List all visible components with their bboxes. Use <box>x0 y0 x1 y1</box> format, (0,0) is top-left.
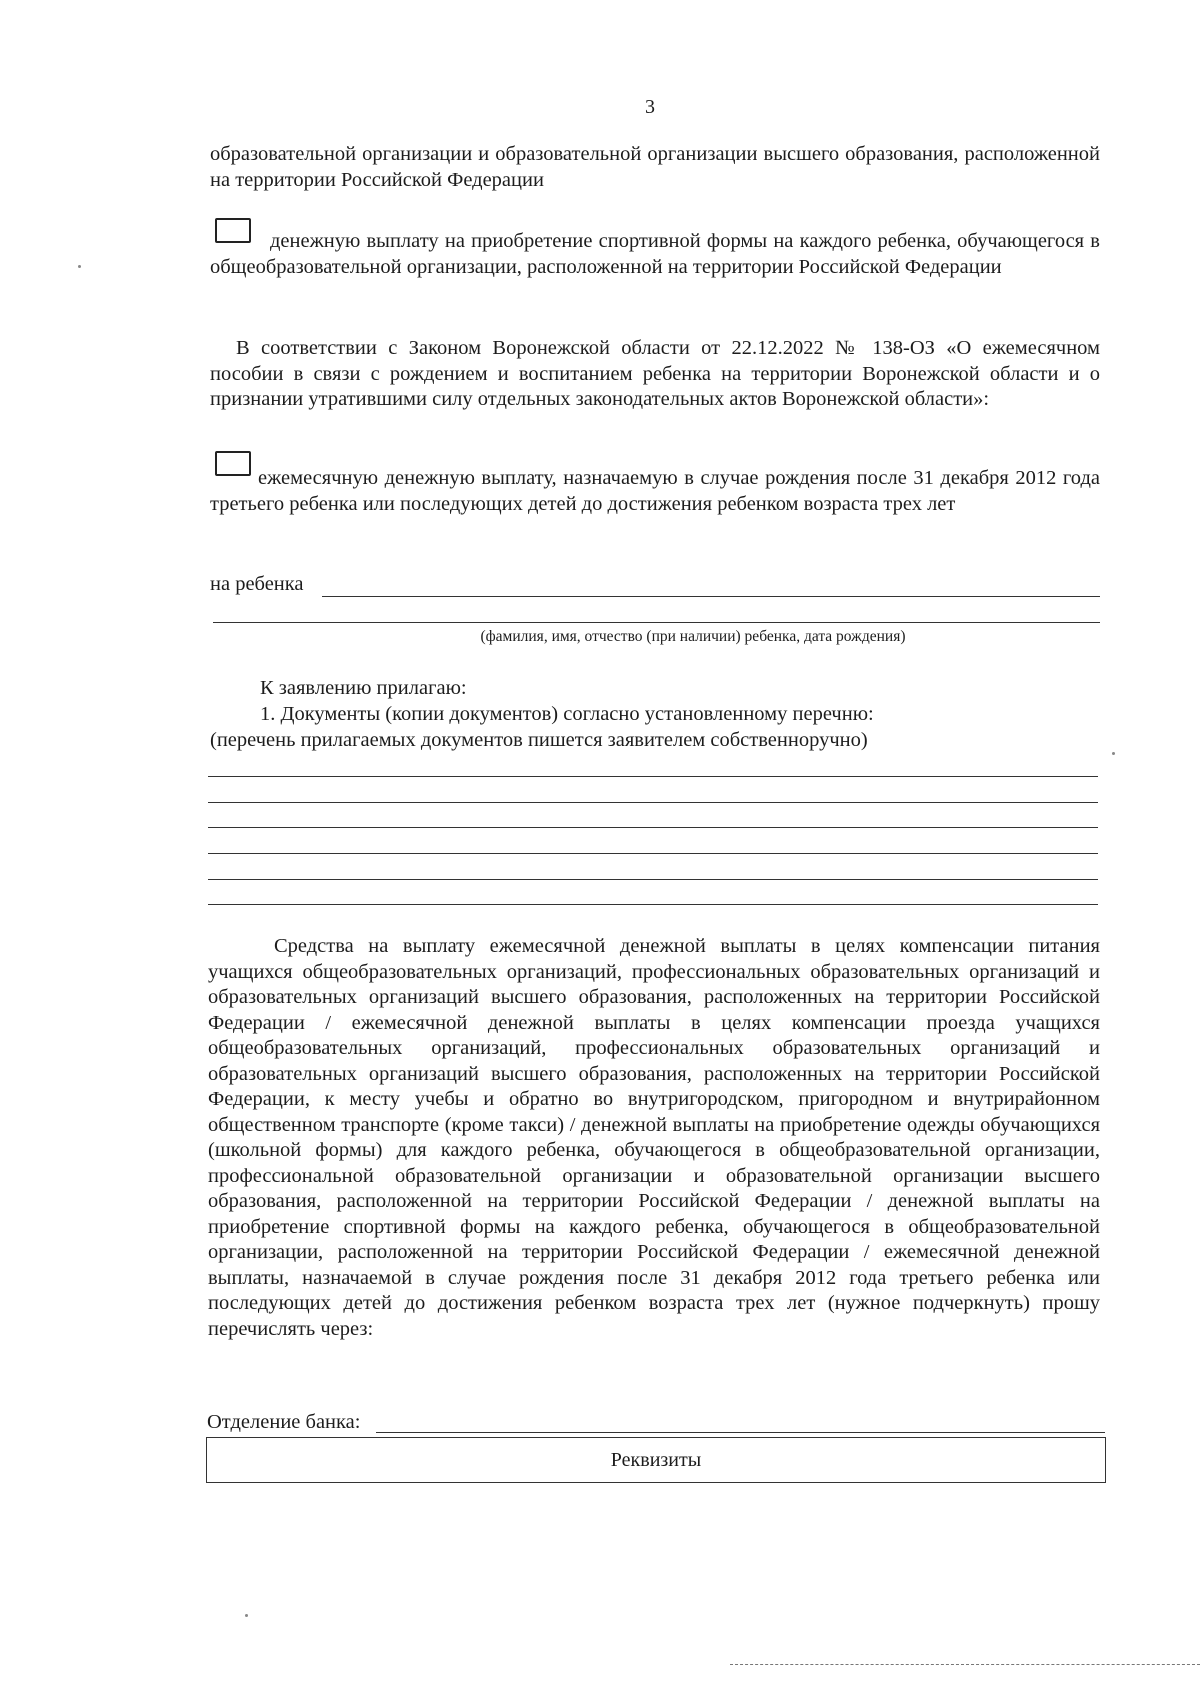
child-caption: (фамилия, имя, отчество (при наличии) ребенка, дата рождения) <box>480 628 906 645</box>
child-name-line[interactable] <box>322 596 1100 597</box>
scan-speck <box>78 265 81 268</box>
attachments-note: (перечень прилагаемых документов пишется заявителем собственноручно) <box>210 729 868 751</box>
attachment-line[interactable] <box>208 853 1098 854</box>
child-name-line-2[interactable] <box>213 622 1100 623</box>
requisites-label: Реквизиты <box>610 1448 702 1471</box>
sport-uniform-option-text: денежную выплату на приобретение спортивной формы на каждого ребенка, обучающегося в общеобразовательной организации, расположенной на территории Российской Федерации <box>210 230 1100 278</box>
attachments-item-1: 1. Документы (копии документов) согласно установленному перечню: <box>260 703 874 725</box>
attachments-heading: К заявлению прилагаю: <box>260 677 467 699</box>
intro-fragment: образовательной организации и образовательной организации высшего образования, расположенной на территории Российской Федерации <box>210 143 1100 191</box>
bank-name-line[interactable] <box>376 1432 1105 1433</box>
scan-edge-line <box>730 1664 1200 1665</box>
attachment-line[interactable] <box>208 776 1098 777</box>
funds-paragraph: Средства на выплату ежемесячной денежной выплаты в целях компенсации питания учащихся общеобразовательных организаций, профессиональных образовательных организаций и образовательных организаций высшего образования, расположенных на территории Российской Федерации / ежемесячной денежной выплаты в целях компенсации проезда учащихся общеобразовательных организаций, профессиональных образовательных организаций и образовательных организаций высшего образования, расположенных на территории Российской Федерации, к месту учебы и обратно во внутригородском, пригородном и внутрирайонном общественном транспорте (кроме такси) / денежной выплаты на приобретение одежды обучающихся (школьной формы) для каждого ребенка, обучающегося в общеобразовательной организации, профессиональной образовательной организации и образовательной организации высшего образования, расположенной на территории Российской Федерации / денежной выплаты на приобретение спортивной формы на каждого ребенка, обучающегося в общеобразовательной организации, расположенной на территории Российской Федерации / ежемесячной денежной выплаты, назначаемой в случае рождения после 31 декабря 2012 года третьего ребенка или последующих детей до достижения ребенком возраста трех лет (нужное подчеркнуть) прошу перечислять через: <box>208 935 1100 1340</box>
monthly-payment-option-text: ежемесячную денежную выплату, назначаемую в случае рождения после 31 декабря 2012 года третьего ребенка или последующих детей до достижения ребенком возраста трех лет <box>210 467 1100 515</box>
law-paragraph: В соответствии с Законом Воронежской области от 22.12.2022 № 138-ОЗ «О ежемесячном пособии в связи с рождением и воспитанием ребенка на территории Воронежской области и о признании утратившими силу отдельных законодательных актов Воронежской области»: <box>210 337 1100 410</box>
attachment-line[interactable] <box>208 904 1098 905</box>
attachment-line[interactable] <box>208 879 1098 880</box>
child-label: на ребенка <box>210 573 304 595</box>
attachment-line[interactable] <box>208 802 1098 803</box>
page-number: 3 <box>645 96 655 118</box>
requisites-box <box>206 1437 1106 1483</box>
bank-label: Отделение банка: <box>207 1411 361 1433</box>
scan-speck <box>1112 752 1115 755</box>
scan-speck <box>245 1614 248 1617</box>
attachment-line[interactable] <box>208 827 1098 828</box>
